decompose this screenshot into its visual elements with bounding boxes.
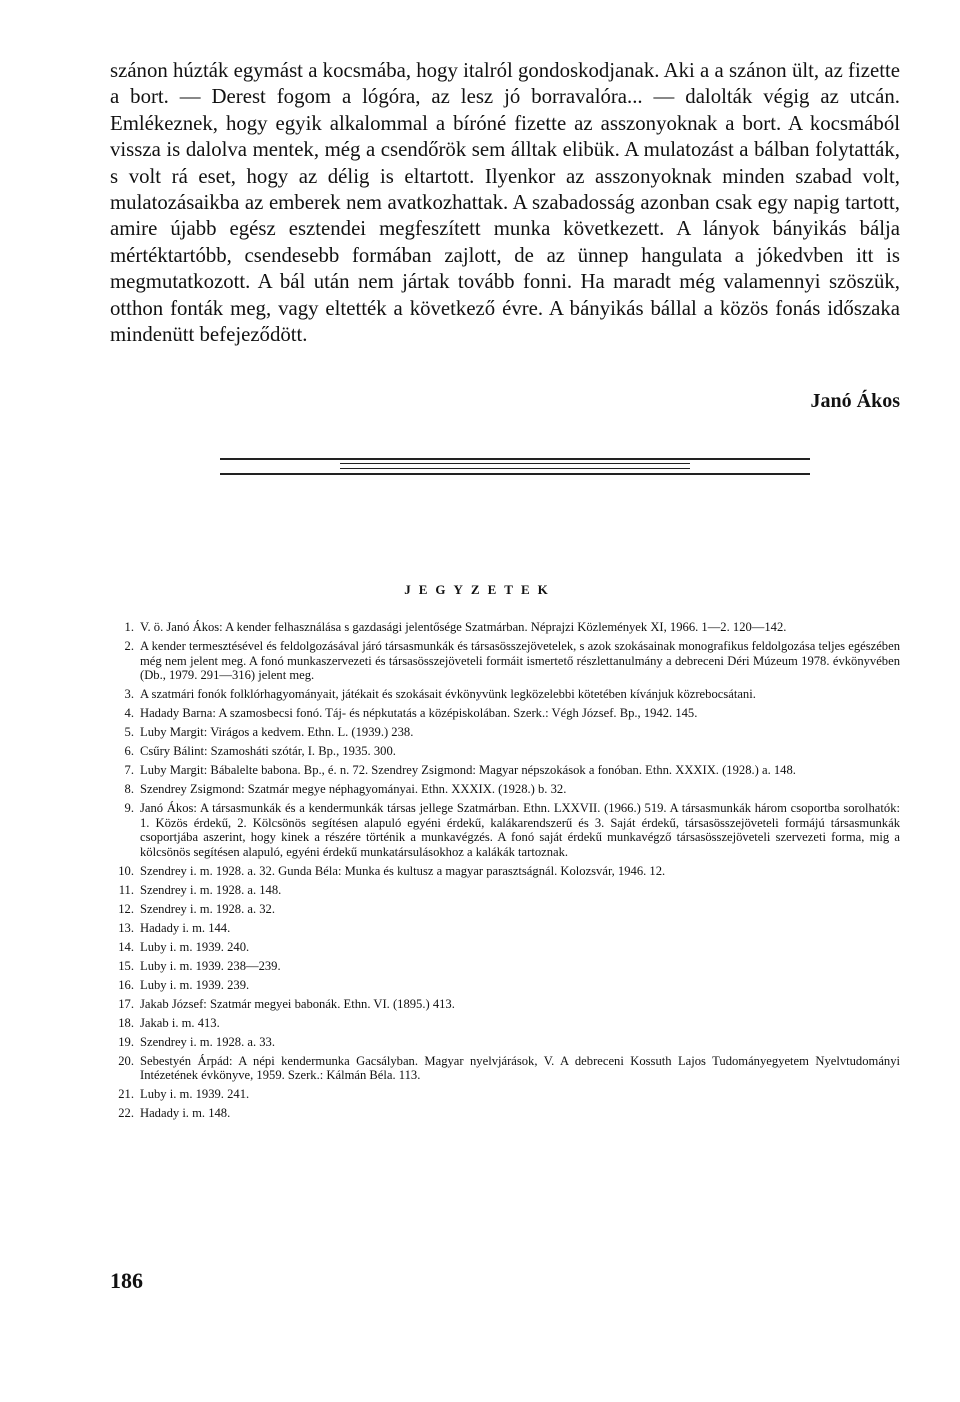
note-text: Luby Margit: Bábalelte babona. Bp., é. n. 72. Szendrey Zsigmond: Magyar népszokások a fonóban. Ethn. XXXIX. (1928.) a. 148. bbox=[140, 763, 796, 778]
note-number: 12. bbox=[118, 901, 134, 916]
note-text: A kender termesztésével és feldolgozásával járó társasmunkák és társasösszejövetelek, s azok szokásainak monografikus feldolgozása teljes egészében még nem jelent meg. A fonó munkaszervezeti és társasösszejöveteli formáit ismertető részlettanulmány a debreceni Déri Múzeum 1978. évkönyvében (Db., 1979. 291—316) jelent meg. bbox=[140, 638, 900, 683]
note-text: Jakab József: Szatmár megyei babonák. Ethn. VI. (1895.) 413. bbox=[140, 996, 455, 1011]
divider-rule bbox=[220, 473, 810, 475]
note-text: Luby i. m. 1939. 241. bbox=[140, 1087, 250, 1102]
note-number: 15. bbox=[118, 958, 134, 973]
note-number: 3. bbox=[124, 687, 134, 702]
note-number: 18. bbox=[118, 1015, 134, 1030]
note-number: 9. bbox=[124, 801, 134, 816]
note-text: Hadady i. m. 144. bbox=[140, 920, 231, 935]
note-item bbox=[108, 921, 900, 936]
note-item bbox=[108, 782, 900, 797]
note-item bbox=[108, 1054, 900, 1083]
note-item bbox=[108, 725, 900, 740]
divider-rule bbox=[340, 468, 690, 469]
page-number: 186 bbox=[110, 1268, 143, 1293]
note-text: Luby i. m. 1939. 238—239. bbox=[140, 958, 281, 973]
note-number: 11. bbox=[118, 882, 134, 897]
note-item bbox=[108, 902, 900, 917]
note-text: Szendrey Zsigmond: Szatmár megye néphagyományai. Ethn. XXXIX. (1928.) b. 32. bbox=[140, 782, 567, 797]
note-text: V. ö. Janó Ákos: A kender felhasználása s gazdasági jelentősége Szatmárban. Néprajzi Közlemények XI, 1966. 1—2. 120—142. bbox=[140, 620, 787, 634]
note-number: 1. bbox=[124, 620, 134, 634]
note-item bbox=[108, 706, 900, 721]
divider-rule bbox=[220, 458, 810, 460]
note-item bbox=[108, 978, 900, 993]
note-text: Szendrey i. m. 1928. a. 33. bbox=[140, 1034, 276, 1049]
note-text: Hadady Barna: A szamosbecsi fonó. Táj- és népkutatás a középiskolában. Szerk.: Végh József. Bp., 1942. 145. bbox=[140, 706, 698, 721]
divider-rule bbox=[340, 463, 690, 464]
note-item bbox=[108, 1016, 900, 1031]
note-item bbox=[108, 1087, 900, 1102]
note-text: Sebestyén Árpád: A népi kendermunka Gacsályban. Magyar nyelvjárások, V. A debreceni Kossuth Lajos Tudományegyetem Nyelvtudományi Intézetének évkönyve, 1959. Szerk.: Kálmán Béla. 113. bbox=[140, 1053, 900, 1083]
note-number: 21. bbox=[118, 1087, 134, 1102]
note-text: Luby Margit: Virágos a kedvem. Ethn. L. (1939.) 238. bbox=[140, 725, 414, 740]
note-item bbox=[108, 1035, 900, 1050]
note-number: 13. bbox=[118, 920, 134, 935]
note-text: Szendrey i. m. 1928. a. 32. Gunda Béla: Munka és kultusz a magyar parasztságnál. Kolozsvár, 1946. 12. bbox=[140, 863, 666, 878]
note-item bbox=[108, 883, 900, 898]
note-item bbox=[108, 744, 900, 759]
note-number: 10. bbox=[118, 863, 134, 878]
note-item bbox=[108, 940, 900, 955]
note-text: Csűry Bálint: Szamosháti szótár, I. Bp., 1935. 300. bbox=[140, 744, 396, 759]
note-number: 22. bbox=[118, 1106, 134, 1121]
note-item bbox=[108, 801, 900, 859]
notes-heading: JEGYZETEK bbox=[404, 582, 556, 597]
note-number: 2. bbox=[124, 638, 134, 653]
note-item bbox=[108, 687, 900, 702]
note-number: 5. bbox=[124, 725, 134, 740]
note-number: 17. bbox=[118, 996, 134, 1011]
note-text: Janó Ákos: A társasmunkák és a kendermunkák társas jellege Szatmárban. Ethn. LXXVII. (1966.) 519. A társasmunkák három csoportba sorolhatók: 1. Közös érdekű, 2. Kölcsönös segítésen alapuló egyéni érdekű, kalákarendszerű és 3. Saját érdekű, társasösszejöveteli formájú társasmunkák csoportjába aszerint, hogy kinek a részére történik a munkavégzés. A fonó saját érdekű munkavégző társasösszejöveteli szervezeti forma, mig a kölcsönös segítésen alapuló, egyéni érdekű munkatársulásokhoz a kalákák tartoznak. bbox=[140, 801, 900, 859]
note-item bbox=[108, 864, 900, 879]
note-number: 7. bbox=[124, 763, 134, 778]
note-item bbox=[108, 997, 900, 1012]
note-text: Hadady i. m. 148. bbox=[140, 1106, 231, 1121]
note-number: 19. bbox=[118, 1034, 134, 1049]
note-item bbox=[108, 763, 900, 778]
note-number: 6. bbox=[124, 744, 134, 759]
note-text: Luby i. m. 1939. 239. bbox=[140, 977, 250, 992]
note-number: 20. bbox=[118, 1053, 134, 1068]
body-paragraph: szánon húzták egymást a kocsmába, hogy italról gondoskodjanak. Aki a a szánon ült, az fizette a bort. — Derest fogom a lógóra, az lesz jó borravalóra... — dalolták végig az utcán. Emlékeznek, hogy egyik alkalommal a bíróné fizette az asszonyoknak a bort. A kocsmából vissza is dalolva mentek, még a csendőrök sem álltak elibük. A mulatozást a bálban folytatták, s volt rá eset, hogy az délig is eltartott. Ilyenkor az asszonyoknak minden szabad volt, mulatozásaikba az emberek nem avatkozhattak. A szabadosság azonban csak egy napig tartott, amire újabb egész esztendei megfeszített munka következett. A lányok bányikás bálja mértéktartóbb, csendesebb formában zajlott, de az ünnep hangulata a jókedvben itt is megmutatkozott. A bál után nem jártak tovább fonni. Ha maradt még valamennyi szöszük, otthon fonták meg, vagy eltették a következő évre. A bányikás bállal a közös fonás időszaka mindenütt befejeződött. bbox=[110, 59, 900, 347]
note-number: 14. bbox=[118, 939, 134, 954]
note-item bbox=[108, 1106, 900, 1121]
note-item bbox=[108, 959, 900, 974]
note-item bbox=[108, 620, 900, 635]
note-text: Luby i. m. 1939. 240. bbox=[140, 939, 250, 954]
note-text: Szendrey i. m. 1928. a. 32. bbox=[140, 901, 276, 916]
section-divider bbox=[220, 458, 810, 478]
author-signature: Janó Ákos bbox=[810, 390, 900, 412]
note-text: Jakab i. m. 413. bbox=[140, 1015, 220, 1030]
note-number: 8. bbox=[124, 782, 134, 797]
note-number: 4. bbox=[124, 706, 134, 721]
note-item bbox=[108, 639, 900, 683]
note-number: 16. bbox=[118, 977, 134, 992]
notes-list bbox=[108, 620, 900, 1125]
note-text: Szendrey i. m. 1928. a. 148. bbox=[140, 882, 282, 897]
note-text: A szatmári fonók folklórhagyományait, játékait és szokásait évkönyvünk legközelebbi kötetében kívánjuk közrebocsátani. bbox=[140, 687, 756, 702]
